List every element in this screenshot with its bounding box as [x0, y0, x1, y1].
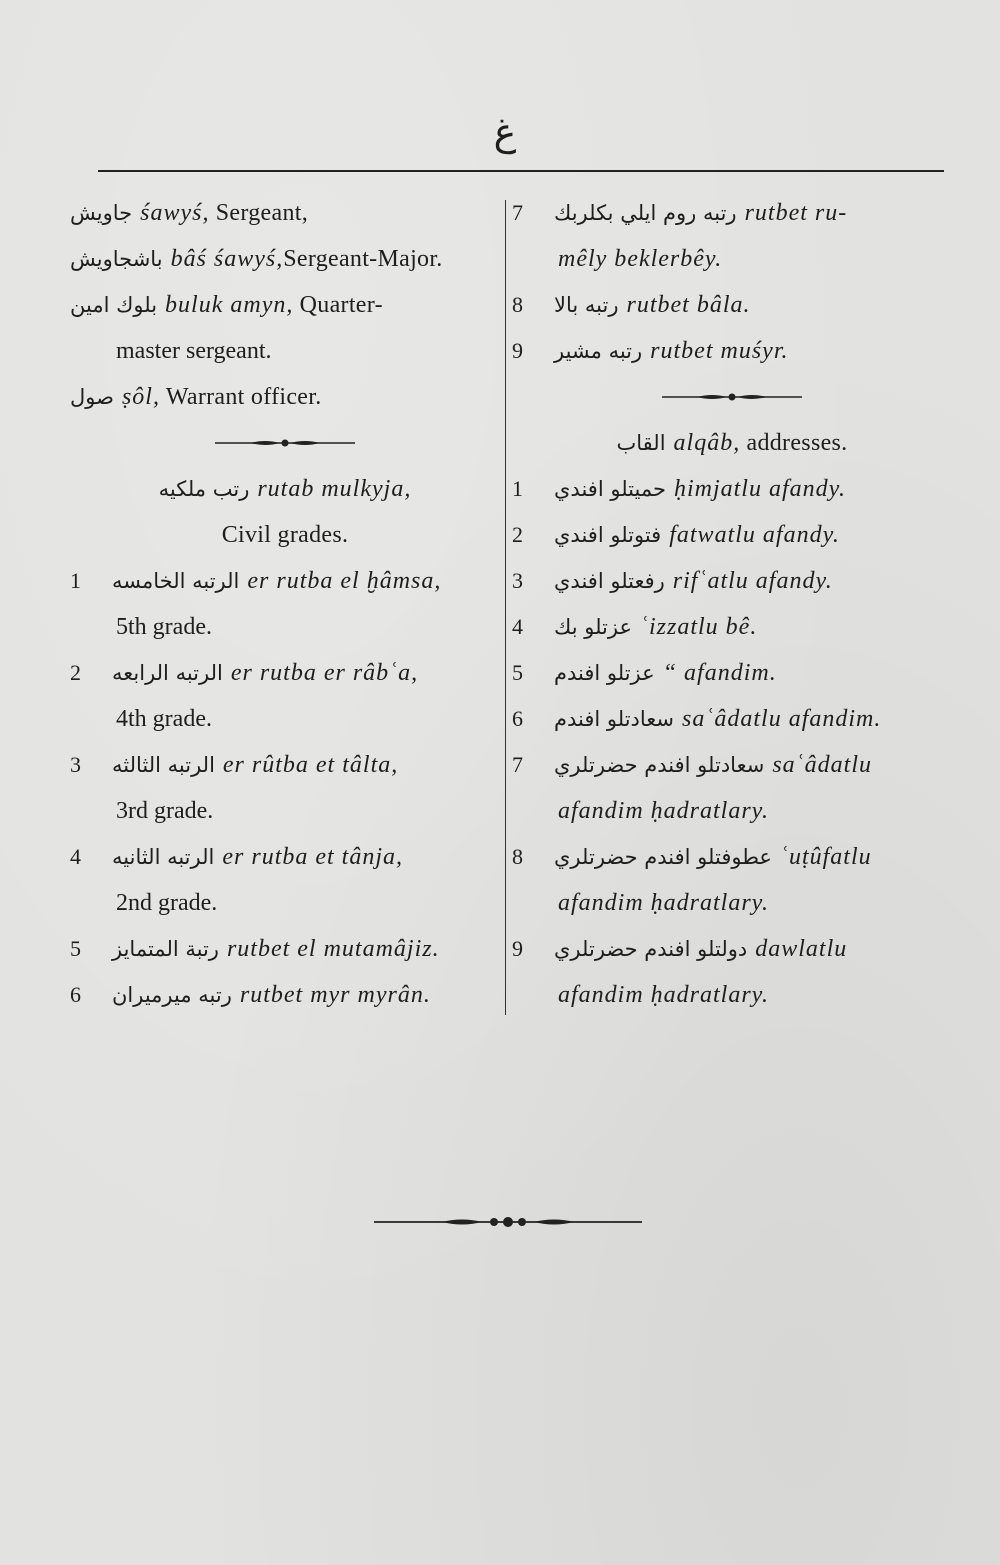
arabic-term: الرتبه الثانيه	[112, 845, 215, 869]
entry-quartermaster-continuation: master sergeant.	[116, 338, 272, 364]
transliteration: ṣôl,	[121, 384, 160, 410]
transliteration: rutab mulkyja,	[257, 476, 412, 502]
grade-1	[70, 558, 500, 604]
transliteration: rifʿatlu afandy.	[672, 568, 833, 594]
translation: addresses.	[740, 430, 848, 456]
transliteration: ʿizzatlu bê.	[639, 614, 758, 640]
transliteration: er rûtba et tâlta,	[222, 752, 399, 778]
arabic-term: عزتلو بك	[554, 615, 632, 639]
address-8-continuation: afandim ḥadratlary.	[558, 890, 770, 916]
arabic-term: جاويش	[70, 201, 133, 225]
transliteration: er rutba et tânja,	[222, 844, 404, 870]
arabic-term: فتوتلو افندي	[554, 523, 662, 547]
address-1	[512, 466, 952, 512]
grade-5	[70, 926, 500, 972]
grade-4-translation: 2nd grade.	[116, 890, 218, 916]
grade-number: 3	[70, 752, 81, 777]
translation: Sergeant-Major.	[283, 246, 443, 272]
transliteration: śawyś,	[140, 200, 210, 226]
grade-number: 9	[512, 338, 523, 363]
address-4	[512, 604, 952, 650]
address-number: 5	[512, 660, 523, 685]
grade-7	[512, 190, 952, 236]
arabic-term: رتب ملكيه	[158, 477, 250, 501]
address-8	[512, 834, 952, 880]
grade-4	[70, 834, 500, 880]
transliteration: dawlatlu	[755, 936, 848, 962]
address-9-continuation: afandim ḥadratlary.	[558, 982, 770, 1008]
transliteration: rutbet ru-	[744, 200, 848, 226]
grade-8	[512, 282, 952, 328]
ornament-divider-icon	[210, 437, 360, 449]
arabic-term: حميتلو افندي	[554, 477, 666, 501]
ornament-divider	[512, 374, 952, 420]
address-number: 8	[512, 844, 523, 869]
transliteration: rutbet bâla.	[626, 292, 751, 318]
address-number: 9	[512, 936, 523, 961]
arabic-term: عزتلو افندم	[554, 661, 655, 685]
grade-number: 8	[512, 292, 523, 317]
address-3	[512, 558, 952, 604]
arabic-term: الرتبه الثالثه	[112, 753, 215, 777]
grade-7-continuation: mêly beklerbêy.	[558, 246, 723, 272]
translation: Quarter-	[293, 292, 383, 318]
grade-number: 4	[70, 844, 81, 869]
translation: Warrant officer.	[159, 384, 322, 410]
arabic-term: باشجاويش	[70, 247, 163, 271]
arabic-term: رتبه روم ايلي بكلربك	[554, 201, 737, 225]
ornament-divider	[70, 420, 500, 466]
grade-6	[70, 972, 500, 1018]
entry-sergeant-major	[70, 236, 500, 282]
grade-2-translation: 4th grade.	[116, 706, 212, 732]
transliteration: ʿuṭûfatlu	[779, 844, 872, 870]
grade-2	[70, 650, 500, 696]
transliteration: er rutba el ḫâmsa,	[247, 568, 442, 594]
grade-9	[512, 328, 952, 374]
arabic-term: رتبه مشير	[554, 339, 643, 363]
transliteration: rutbet el mutamâjiz.	[226, 936, 440, 962]
address-7-continuation: afandim ḥadratlary.	[558, 798, 770, 824]
grade-number: 1	[70, 568, 81, 593]
grade-3	[70, 742, 500, 788]
grade-number: 7	[512, 200, 523, 225]
transliteration: “ afandim.	[662, 660, 777, 686]
address-9	[512, 926, 952, 972]
address-6	[512, 696, 952, 742]
entry-warrant-officer	[70, 374, 500, 420]
transliteration: rutbet myr myrân.	[239, 982, 431, 1008]
transliteration: bâś śawyś,	[170, 246, 284, 272]
grade-number: 5	[70, 936, 81, 961]
arabic-term: بلوك امين	[70, 293, 158, 317]
arabic-term: عطوفتلو افندم حضرتلري	[554, 845, 772, 869]
arabic-term: رتبة المتمايز	[112, 937, 219, 961]
address-number: 2	[512, 522, 523, 547]
address-number: 4	[512, 614, 523, 639]
arabic-term: دولتلو افندم حضرتلري	[554, 937, 748, 961]
transliteration: fatwatlu afandy.	[669, 522, 840, 548]
page-number-letter: غ	[493, 112, 517, 154]
arabic-term: رفعتلو افندي	[554, 569, 665, 593]
left-column	[70, 190, 500, 1018]
entry-quartermaster	[70, 282, 500, 328]
arabic-term: الرتبه الخامسه	[112, 569, 240, 593]
arabic-term: سعادتلو افندم حضرتلري	[554, 753, 765, 777]
address-number: 7	[512, 752, 523, 777]
arabic-term: صول	[70, 385, 114, 409]
transliteration: rutbet muśyr.	[650, 338, 789, 364]
arabic-term: رتبه ميرميران	[112, 983, 232, 1007]
transliteration: buluk amyn,	[165, 292, 294, 318]
section-subtitle-civil: Civil grades.	[221, 522, 349, 548]
grade-3-translation: 3rd grade.	[116, 798, 214, 824]
transliteration: alqâb,	[673, 430, 741, 456]
section-title-addresses	[512, 420, 952, 466]
arabic-term: سعادتلو افندم	[554, 707, 675, 731]
grade-number: 6	[70, 982, 81, 1007]
footer-ornament-icon	[372, 1212, 644, 1232]
right-column	[512, 190, 952, 1018]
address-number: 3	[512, 568, 523, 593]
grade-1-translation: 5th grade.	[116, 614, 212, 640]
arabic-term: الرتبه الرابعه	[112, 661, 223, 685]
section-title-civil	[70, 466, 500, 512]
arabic-term: القاب	[616, 431, 666, 455]
address-5	[512, 650, 952, 696]
transliteration: er rutba er râbʿa,	[230, 660, 419, 686]
column-divider	[505, 200, 506, 1015]
transliteration: ḥimjatlu afandy.	[673, 476, 846, 502]
entry-sergeant	[70, 190, 500, 236]
header-rule	[98, 170, 944, 172]
transliteration: saʿâdatlu	[772, 752, 872, 778]
address-number: 6	[512, 706, 523, 731]
ornament-divider-icon	[657, 391, 807, 403]
translation: Sergeant,	[209, 200, 309, 226]
address-2	[512, 512, 952, 558]
transliteration: saʿâdatlu afandim.	[682, 706, 882, 732]
arabic-term: رتبه بالا	[554, 293, 619, 317]
address-number: 1	[512, 476, 523, 501]
grade-number: 2	[70, 660, 81, 685]
address-7	[512, 742, 952, 788]
